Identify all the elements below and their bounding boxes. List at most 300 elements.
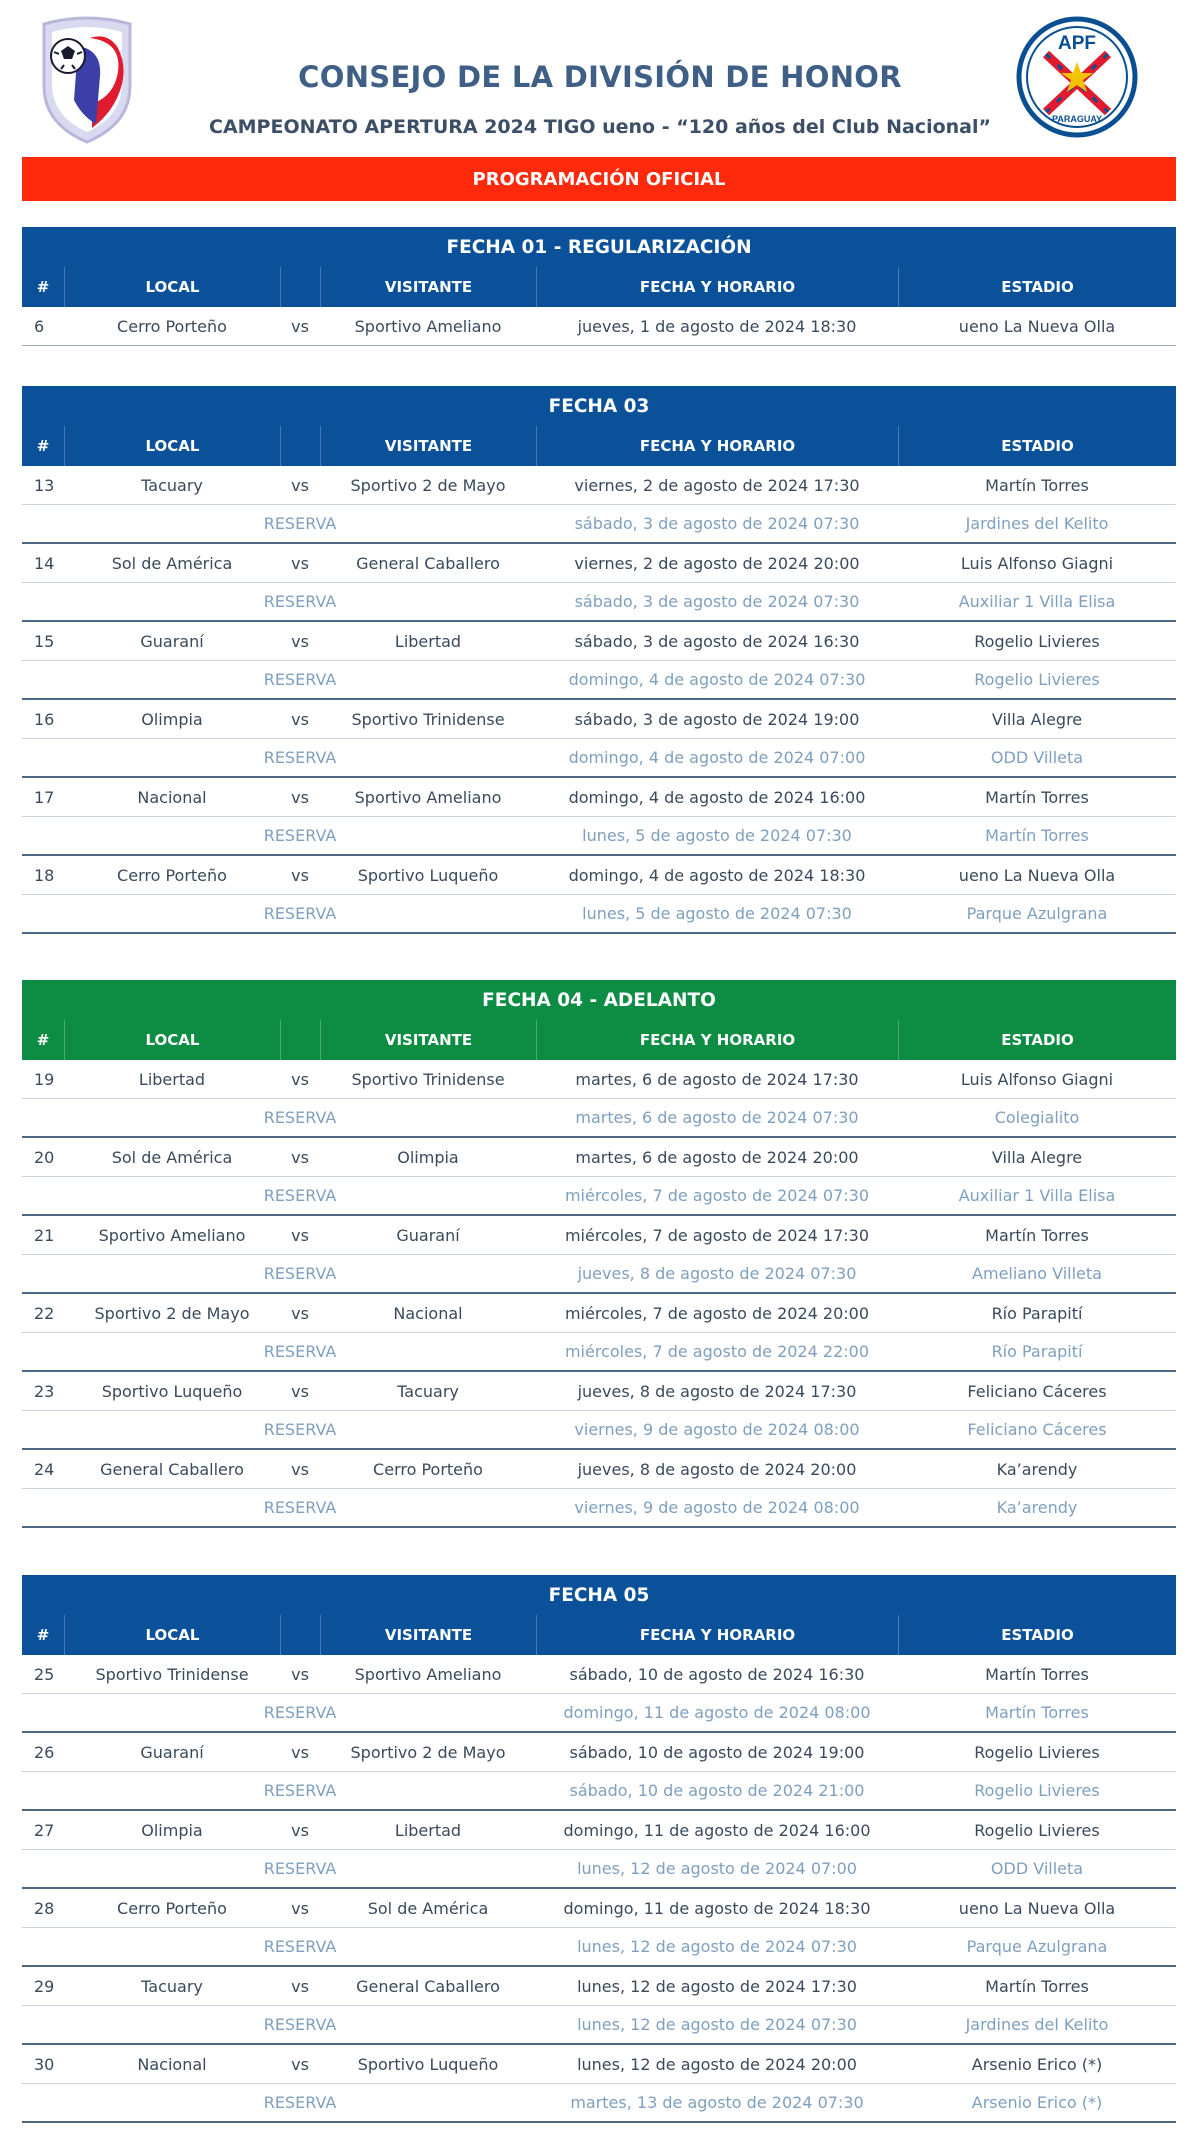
- reserve-datetime: lunes, 5 de agosto de 2024 07:30: [582, 826, 852, 845]
- reserve-number: [22, 1333, 64, 1370]
- reserve-stadium: Jardines del Kelito: [965, 2015, 1109, 2034]
- header-date: FECHA Y HORARIO: [536, 1615, 898, 1655]
- reserve-spacer: [320, 583, 536, 620]
- match-number: 14: [34, 553, 55, 573]
- match-stadium: Martín Torres: [985, 1976, 1089, 1996]
- header-date: FECHA Y HORARIO: [536, 1020, 898, 1060]
- page-subtitle: CAMPEONATO APERTURA 2024 TIGO ueno - “120 años del Club Nacional”: [209, 116, 991, 138]
- local-team: General Caballero: [100, 1459, 244, 1479]
- header-visitor: VISITANTE: [320, 267, 536, 307]
- reserve-number: [22, 661, 64, 698]
- reserve-label: RESERVA: [263, 1264, 337, 1283]
- table-header: [22, 1615, 1176, 1655]
- reserve-stadium: Ka’arendy: [996, 1498, 1078, 1517]
- match-number: 15: [34, 631, 55, 651]
- reserve-label: RESERVA: [263, 2015, 337, 2034]
- section-title: FECHA 04 - ADELANTO: [22, 980, 1176, 1020]
- reserve-number: [22, 1411, 64, 1448]
- reserve-row: [22, 817, 1176, 856]
- visitor-team: Sportivo 2 de Mayo: [350, 475, 506, 495]
- header-vs: [280, 267, 320, 307]
- vs-label: vs: [291, 1664, 309, 1684]
- reserve-label: RESERVA: [263, 1703, 337, 1722]
- reserve-spacer: [64, 1333, 280, 1370]
- vs-label: vs: [291, 1820, 309, 1840]
- vs-label: vs: [291, 865, 309, 885]
- local-team: Sportivo Ameliano: [98, 1225, 246, 1245]
- match-datetime: domingo, 11 de agosto de 2024 18:30: [563, 1898, 871, 1918]
- reserve-spacer: [64, 895, 280, 932]
- match-stadium: ueno La Nueva Olla: [958, 316, 1116, 336]
- reserve-number: [22, 1694, 64, 1731]
- reserve-label: RESERVA: [263, 826, 337, 845]
- match-stadium: ueno La Nueva Olla: [958, 865, 1116, 885]
- local-team: Olimpia: [141, 1820, 203, 1840]
- reserve-spacer: [64, 1177, 280, 1214]
- reserve-stadium: Feliciano Cáceres: [967, 1420, 1107, 1439]
- header-visitor: VISITANTE: [320, 1615, 536, 1655]
- reserve-label: RESERVA: [263, 592, 337, 611]
- reserve-row: [22, 1177, 1176, 1216]
- local-team: Sol de América: [111, 553, 233, 573]
- match-datetime: martes, 6 de agosto de 2024 17:30: [575, 1069, 859, 1089]
- reserve-datetime: viernes, 9 de agosto de 2024 08:00: [574, 1420, 860, 1439]
- reserve-row: [22, 1333, 1176, 1372]
- reserve-spacer: [320, 817, 536, 854]
- match-number: 13: [34, 475, 55, 495]
- reserve-number: [22, 1772, 64, 1809]
- reserve-stadium: Parque Azulgrana: [966, 904, 1108, 923]
- visitor-team: Sportivo Trinidense: [351, 1069, 505, 1089]
- header-local: LOCAL: [64, 1615, 280, 1655]
- reserve-label: RESERVA: [263, 2093, 337, 2112]
- reserve-spacer: [64, 1411, 280, 1448]
- visitor-team: Sportivo 2 de Mayo: [350, 1742, 506, 1762]
- reserve-number: [22, 505, 64, 542]
- visitor-team: Libertad: [394, 1820, 462, 1840]
- match-number: 18: [34, 865, 55, 885]
- match-datetime: sábado, 10 de agosto de 2024 19:00: [569, 1742, 865, 1762]
- reserve-datetime: viernes, 9 de agosto de 2024 08:00: [574, 1498, 860, 1517]
- header-visitor: VISITANTE: [320, 1020, 536, 1060]
- local-team: Sol de América: [111, 1147, 233, 1167]
- match-stadium: Feliciano Cáceres: [967, 1381, 1107, 1401]
- reserve-label: RESERVA: [263, 1859, 337, 1878]
- reserve-datetime: martes, 6 de agosto de 2024 07:30: [575, 1108, 859, 1127]
- match-row: [22, 1450, 1176, 1489]
- reserve-row: [22, 1928, 1176, 1967]
- reserve-spacer: [320, 1694, 536, 1731]
- local-team: Cerro Porteño: [117, 316, 227, 336]
- vs-label: vs: [291, 553, 309, 573]
- reserve-number: [22, 2006, 64, 2043]
- reserve-row: [22, 1255, 1176, 1294]
- fixture-section: [22, 227, 1176, 346]
- match-stadium: Ka’arendy: [996, 1459, 1078, 1479]
- local-team: Sportivo Luqueño: [101, 1381, 243, 1401]
- local-team: Cerro Porteño: [117, 865, 227, 885]
- reserve-label: RESERVA: [263, 1781, 337, 1800]
- reserve-number: [22, 739, 64, 776]
- header-vs: [280, 426, 320, 466]
- match-number: 26: [34, 1742, 55, 1762]
- header-vs: [280, 1020, 320, 1060]
- reserve-label: RESERVA: [263, 1420, 337, 1439]
- match-stadium: Luis Alfonso Giagni: [960, 1069, 1114, 1089]
- visitor-team: Sol de América: [367, 1898, 489, 1918]
- official-banner: PROGRAMACIÓN OFICIAL: [22, 157, 1176, 201]
- header-local: LOCAL: [64, 267, 280, 307]
- reserve-label: RESERVA: [263, 1108, 337, 1127]
- reserve-datetime: domingo, 4 de agosto de 2024 07:30: [568, 670, 866, 689]
- visitor-team: Sportivo Luqueño: [357, 2054, 499, 2074]
- reserve-spacer: [320, 2006, 536, 2043]
- match-datetime: jueves, 8 de agosto de 2024 17:30: [577, 1381, 857, 1401]
- vs-label: vs: [291, 475, 309, 495]
- reserve-datetime: lunes, 12 de agosto de 2024 07:00: [577, 1859, 857, 1878]
- match-datetime: miércoles, 7 de agosto de 2024 20:00: [564, 1303, 870, 1323]
- reserve-label: RESERVA: [263, 1186, 337, 1205]
- visitor-team: Guaraní: [396, 1225, 460, 1245]
- match-datetime: lunes, 12 de agosto de 2024 20:00: [577, 2054, 857, 2074]
- header-vs: [280, 1615, 320, 1655]
- reserve-datetime: domingo, 4 de agosto de 2024 07:00: [568, 748, 866, 767]
- fixture-section: [22, 386, 1176, 934]
- visitor-team: Nacional: [393, 1303, 463, 1323]
- reserve-spacer: [64, 505, 280, 542]
- reserve-row: [22, 1694, 1176, 1733]
- reserve-spacer: [320, 1489, 536, 1526]
- page-title: CONSEJO DE LA DIVISIÓN DE HONOR: [298, 60, 902, 94]
- reserve-spacer: [64, 661, 280, 698]
- match-datetime: domingo, 4 de agosto de 2024 16:00: [568, 787, 866, 807]
- reserve-label: RESERVA: [263, 748, 337, 767]
- reserve-stadium: Rogelio Livieres: [974, 1781, 1100, 1800]
- match-row: [22, 544, 1176, 583]
- reserve-spacer: [320, 1255, 536, 1292]
- reserve-datetime: lunes, 12 de agosto de 2024 07:30: [577, 1937, 857, 1956]
- match-number: 6: [34, 316, 45, 336]
- reserve-datetime: jueves, 8 de agosto de 2024 07:30: [577, 1264, 857, 1283]
- header-local: LOCAL: [64, 426, 280, 466]
- visitor-team: Olimpia: [397, 1147, 459, 1167]
- match-row: [22, 1216, 1176, 1255]
- match-number: 27: [34, 1820, 55, 1840]
- match-row: [22, 1655, 1176, 1694]
- reserve-label: RESERVA: [263, 1498, 337, 1517]
- reserve-datetime: miércoles, 7 de agosto de 2024 07:30: [564, 1186, 870, 1205]
- local-team: Nacional: [137, 787, 207, 807]
- match-number: 21: [34, 1225, 55, 1245]
- reserve-datetime: sábado, 10 de agosto de 2024 21:00: [569, 1781, 865, 1800]
- local-team: Guaraní: [140, 1742, 204, 1762]
- match-row: [22, 1060, 1176, 1099]
- reserve-label: RESERVA: [263, 1937, 337, 1956]
- match-row: [22, 1733, 1176, 1772]
- reserve-spacer: [320, 1850, 536, 1887]
- match-number: 24: [34, 1459, 55, 1479]
- reserve-spacer: [64, 1772, 280, 1809]
- reserve-number: [22, 1489, 64, 1526]
- match-stadium: Luis Alfonso Giagni: [960, 553, 1114, 573]
- reserve-row: [22, 895, 1176, 934]
- header-stadium: ESTADIO: [898, 426, 1176, 466]
- match-number: 25: [34, 1664, 55, 1684]
- match-datetime: sábado, 10 de agosto de 2024 16:30: [569, 1664, 865, 1684]
- match-number: 22: [34, 1303, 55, 1323]
- match-datetime: jueves, 1 de agosto de 2024 18:30: [577, 316, 857, 336]
- match-stadium: Villa Alegre: [991, 1147, 1083, 1167]
- local-team: Cerro Porteño: [117, 1898, 227, 1918]
- reserve-spacer: [320, 1411, 536, 1448]
- fixture-section: [22, 1575, 1176, 2123]
- reserve-spacer: [320, 661, 536, 698]
- reserve-stadium: Jardines del Kelito: [965, 514, 1109, 533]
- reserve-spacer: [320, 739, 536, 776]
- match-number: 28: [34, 1898, 55, 1918]
- reserve-datetime: miércoles, 7 de agosto de 2024 22:00: [564, 1342, 870, 1361]
- reserve-spacer: [64, 1489, 280, 1526]
- reserve-spacer: [320, 1333, 536, 1370]
- match-row: [22, 778, 1176, 817]
- reserve-row: [22, 1099, 1176, 1138]
- match-datetime: domingo, 4 de agosto de 2024 18:30: [568, 865, 866, 885]
- vs-label: vs: [291, 1069, 309, 1089]
- match-stadium: Villa Alegre: [991, 709, 1083, 729]
- reserve-stadium: Colegialito: [994, 1108, 1080, 1127]
- match-datetime: viernes, 2 de agosto de 2024 20:00: [574, 553, 860, 573]
- match-number: 29: [34, 1976, 55, 1996]
- local-team: Nacional: [137, 2054, 207, 2074]
- vs-label: vs: [291, 1381, 309, 1401]
- visitor-team: Sportivo Ameliano: [354, 316, 502, 336]
- match-row: [22, 1811, 1176, 1850]
- match-datetime: jueves, 8 de agosto de 2024 20:00: [577, 1459, 857, 1479]
- match-datetime: domingo, 11 de agosto de 2024 16:00: [563, 1820, 871, 1840]
- match-datetime: martes, 6 de agosto de 2024 20:00: [575, 1147, 859, 1167]
- match-number: 30: [34, 2054, 55, 2074]
- header-num: #: [36, 278, 50, 296]
- reserve-stadium: Rogelio Livieres: [974, 670, 1100, 689]
- reserve-spacer: [64, 2084, 280, 2121]
- match-stadium: Río Parapití: [991, 1303, 1083, 1323]
- reserve-number: [22, 895, 64, 932]
- match-number: 20: [34, 1147, 55, 1167]
- apf-logo-text: APF: [1058, 33, 1096, 54]
- visitor-team: Tacuary: [397, 1381, 459, 1401]
- reserve-spacer: [64, 2006, 280, 2043]
- vs-label: vs: [291, 1147, 309, 1167]
- vs-label: vs: [291, 316, 309, 336]
- header-date: FECHA Y HORARIO: [536, 426, 898, 466]
- match-datetime: miércoles, 7 de agosto de 2024 17:30: [564, 1225, 870, 1245]
- fixture-section: [22, 980, 1176, 1528]
- match-row: [22, 466, 1176, 505]
- match-datetime: viernes, 2 de agosto de 2024 17:30: [574, 475, 860, 495]
- reserve-label: RESERVA: [263, 670, 337, 689]
- header-stadium: ESTADIO: [898, 267, 1176, 307]
- match-row: [22, 1372, 1176, 1411]
- match-row: [22, 2045, 1176, 2084]
- reserve-row: [22, 739, 1176, 778]
- reserve-number: [22, 583, 64, 620]
- reserve-row: [22, 1772, 1176, 1811]
- reserve-row: [22, 583, 1176, 622]
- section-title: FECHA 03: [22, 386, 1176, 426]
- reserve-stadium: Parque Azulgrana: [966, 1937, 1108, 1956]
- reserve-datetime: sábado, 3 de agosto de 2024 07:30: [574, 514, 860, 533]
- vs-label: vs: [291, 1742, 309, 1762]
- header-stadium: ESTADIO: [898, 1615, 1176, 1655]
- match-stadium: Martín Torres: [985, 1225, 1089, 1245]
- vs-label: vs: [291, 1898, 309, 1918]
- visitor-team: Sportivo Ameliano: [354, 787, 502, 807]
- vs-label: vs: [291, 1976, 309, 1996]
- local-team: Libertad: [138, 1069, 206, 1089]
- match-stadium: Martín Torres: [985, 475, 1089, 495]
- header-num: #: [36, 437, 50, 455]
- reserve-label: RESERVA: [263, 904, 337, 923]
- reserve-stadium: ODD Villeta: [990, 748, 1084, 767]
- reserve-spacer: [64, 1850, 280, 1887]
- match-row: [22, 307, 1176, 346]
- reserve-spacer: [320, 2084, 536, 2121]
- visitor-team: Sportivo Ameliano: [354, 1664, 502, 1684]
- vs-label: vs: [291, 631, 309, 651]
- match-row: [22, 622, 1176, 661]
- visitor-team: Libertad: [394, 631, 462, 651]
- match-stadium: Martín Torres: [985, 1664, 1089, 1684]
- reserve-datetime: sábado, 3 de agosto de 2024 07:30: [574, 592, 860, 611]
- match-row: [22, 1967, 1176, 2006]
- visitor-team: Cerro Porteño: [373, 1459, 483, 1479]
- reserve-row: [22, 2084, 1176, 2123]
- paraguay-logo-text: PARAGUAY: [1051, 114, 1103, 124]
- reserve-stadium: Martín Torres: [985, 826, 1089, 845]
- match-stadium: Rogelio Livieres: [974, 1742, 1100, 1762]
- reserve-datetime: martes, 13 de agosto de 2024 07:30: [570, 2093, 864, 2112]
- match-number: 16: [34, 709, 55, 729]
- vs-label: vs: [291, 787, 309, 807]
- reserve-spacer: [320, 1772, 536, 1809]
- reserve-number: [22, 1850, 64, 1887]
- match-row: [22, 856, 1176, 895]
- local-team: Guaraní: [140, 631, 204, 651]
- match-row: [22, 1294, 1176, 1333]
- match-datetime: lunes, 12 de agosto de 2024 17:30: [577, 1976, 857, 1996]
- reserve-stadium: Ameliano Villeta: [972, 1264, 1102, 1283]
- header-visitor: VISITANTE: [320, 426, 536, 466]
- reserve-number: [22, 1928, 64, 1965]
- table-header: [22, 267, 1176, 307]
- header-num: #: [36, 1031, 50, 1049]
- reserve-spacer: [320, 1099, 536, 1136]
- local-team: Tacuary: [141, 475, 203, 495]
- visitor-team: Sportivo Luqueño: [357, 865, 499, 885]
- vs-label: vs: [291, 1225, 309, 1245]
- match-number: 17: [34, 787, 55, 807]
- reserve-label: RESERVA: [263, 1342, 337, 1361]
- reserve-label: RESERVA: [263, 514, 337, 533]
- reserve-spacer: [320, 1928, 536, 1965]
- reserve-row: [22, 2006, 1176, 2045]
- match-row: [22, 1889, 1176, 1928]
- reserve-spacer: [64, 1928, 280, 1965]
- local-team: Sportivo Trinidense: [95, 1664, 249, 1684]
- reserve-spacer: [64, 1099, 280, 1136]
- match-number: 23: [34, 1381, 55, 1401]
- match-row: [22, 1138, 1176, 1177]
- visitor-team: Sportivo Trinidense: [351, 709, 505, 729]
- match-row: [22, 700, 1176, 739]
- reserve-row: [22, 1489, 1176, 1528]
- match-stadium: Martín Torres: [985, 787, 1089, 807]
- visitor-team: General Caballero: [356, 553, 500, 573]
- vs-label: vs: [291, 1303, 309, 1323]
- match-number: 19: [34, 1069, 55, 1089]
- reserve-datetime: lunes, 5 de agosto de 2024 07:30: [582, 904, 852, 923]
- reserve-spacer: [64, 1255, 280, 1292]
- reserve-row: [22, 1411, 1176, 1450]
- reserve-spacer: [320, 505, 536, 542]
- table-header: [22, 426, 1176, 466]
- local-team: Tacuary: [141, 1976, 203, 1996]
- local-team: Sportivo 2 de Mayo: [94, 1303, 250, 1323]
- match-datetime: sábado, 3 de agosto de 2024 16:30: [574, 631, 860, 651]
- reserve-row: [22, 661, 1176, 700]
- reserve-stadium: Auxiliar 1 Villa Elisa: [958, 1186, 1116, 1205]
- header-local: LOCAL: [64, 1020, 280, 1060]
- header-num: #: [36, 1626, 50, 1644]
- section-title: FECHA 01 - REGULARIZACIÓN: [22, 227, 1176, 267]
- visitor-team: General Caballero: [356, 1976, 500, 1996]
- reserve-datetime: lunes, 12 de agosto de 2024 07:30: [577, 2015, 857, 2034]
- reserve-row: [22, 505, 1176, 544]
- reserve-number: [22, 2084, 64, 2121]
- table-header: [22, 1020, 1176, 1060]
- reserve-number: [22, 1255, 64, 1292]
- reserve-stadium: Martín Torres: [985, 1703, 1089, 1722]
- vs-label: vs: [291, 2054, 309, 2074]
- vs-label: vs: [291, 709, 309, 729]
- reserve-datetime: domingo, 11 de agosto de 2024 08:00: [563, 1703, 871, 1722]
- reserve-spacer: [64, 583, 280, 620]
- reserve-spacer: [64, 817, 280, 854]
- reserve-number: [22, 817, 64, 854]
- header-stadium: ESTADIO: [898, 1020, 1176, 1060]
- header-date: FECHA Y HORARIO: [536, 267, 898, 307]
- local-team: Olimpia: [141, 709, 203, 729]
- reserve-spacer: [64, 1694, 280, 1731]
- reserve-stadium: Auxiliar 1 Villa Elisa: [958, 592, 1116, 611]
- reserve-spacer: [320, 1177, 536, 1214]
- reserve-number: [22, 1099, 64, 1136]
- vs-label: vs: [291, 1459, 309, 1479]
- reserve-spacer: [320, 895, 536, 932]
- reserve-stadium: ODD Villeta: [990, 1859, 1084, 1878]
- reserve-stadium: Río Parapití: [991, 1342, 1083, 1361]
- match-stadium: ueno La Nueva Olla: [958, 1898, 1116, 1918]
- reserve-spacer: [64, 739, 280, 776]
- reserve-stadium: Arsenio Erico (*): [971, 2093, 1103, 2112]
- reserve-number: [22, 1177, 64, 1214]
- match-stadium: Arsenio Erico (*): [971, 2054, 1103, 2074]
- section-title: FECHA 05: [22, 1575, 1176, 1615]
- match-stadium: Rogelio Livieres: [974, 631, 1100, 651]
- match-stadium: Rogelio Livieres: [974, 1820, 1100, 1840]
- match-datetime: sábado, 3 de agosto de 2024 19:00: [574, 709, 860, 729]
- reserve-row: [22, 1850, 1176, 1889]
